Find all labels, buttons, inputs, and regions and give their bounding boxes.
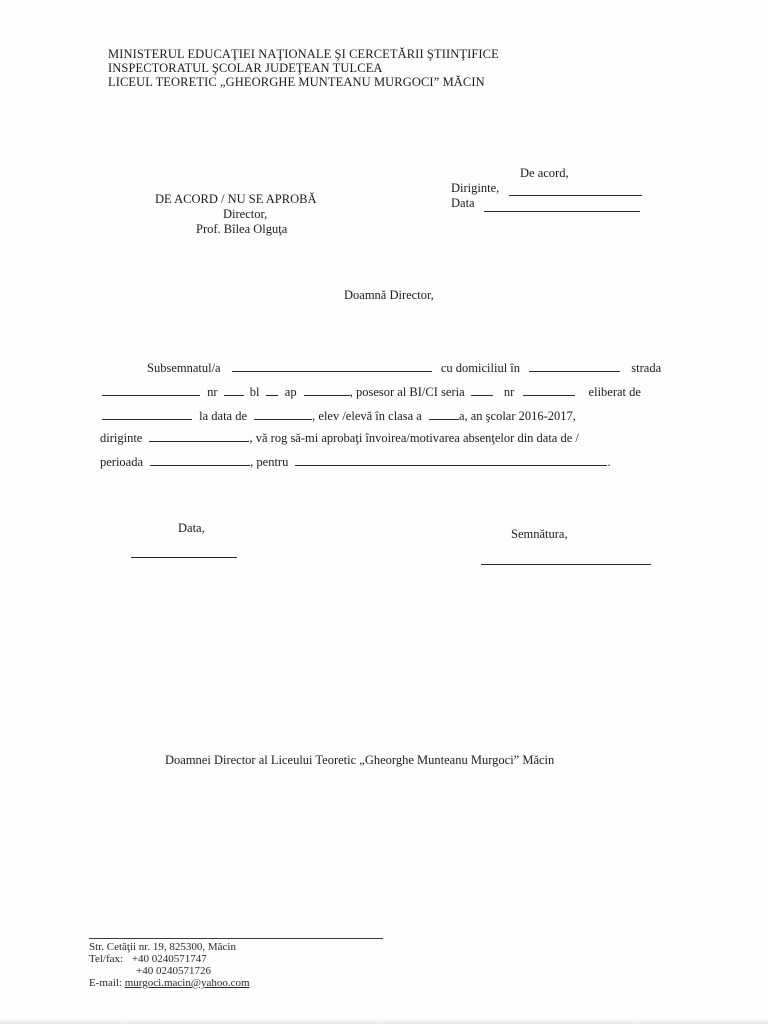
- signature-label: Semnătura,: [511, 527, 568, 541]
- scan-edge: [0, 1018, 768, 1024]
- id-number-field[interactable]: [523, 384, 575, 396]
- signature-line[interactable]: [481, 564, 651, 565]
- footer-address: Str. Cetăţii nr. 19, 825300, Măcin: [89, 941, 236, 953]
- issued-by-label: eliberat de: [588, 385, 641, 399]
- class-field[interactable]: [429, 408, 459, 420]
- number-field[interactable]: [224, 384, 244, 396]
- teacher-signature-line[interactable]: [509, 195, 642, 196]
- period-label: perioada: [100, 455, 144, 469]
- form-teacher-label: diriginte: [100, 431, 143, 445]
- salutation: Doamnă Director,: [344, 288, 434, 302]
- header-ministry: MINISTERUL EDUCAŢIEI NAŢIONALE ŞI CERCETĂRII ŞTIINŢIFICE: [108, 47, 499, 61]
- street-field[interactable]: [102, 384, 200, 396]
- residence-field[interactable]: [529, 360, 620, 372]
- id-series-label: , posesor al BI/CI seria: [349, 385, 465, 399]
- class-label: , elev /elevă în clasa a: [312, 409, 422, 423]
- id-number-label: nr: [503, 385, 515, 399]
- tel-number-1: +40 0240571747: [131, 953, 207, 965]
- end-period: .: [607, 455, 611, 469]
- teacher-agree-label: De acord,: [520, 166, 569, 180]
- request-text: , vă rog să-mi aprobaţi învoirea/motivarea absenţelor din data de /: [249, 431, 579, 445]
- footer-tel-row: [89, 953, 207, 965]
- name-label: Subsemnatul/a: [147, 361, 221, 375]
- residence-label: cu domiciliul în: [440, 361, 521, 375]
- header-school: LICEUL TEORETIC „GHEORGHE MUNTEANU MURGOCI” MĂCIN: [108, 75, 485, 89]
- school-year-label: a, an şcolar 2016-2017,: [458, 409, 576, 423]
- street-label: strada: [631, 361, 662, 375]
- addressee: Doamnei Director al Liceului Teoretic „Gheorghe Munteanu Murgoci” Măcin: [165, 753, 555, 767]
- teacher-label: Diriginte,: [451, 181, 500, 195]
- director-approval-label: DE ACORD / NU SE APROBĂ: [155, 192, 317, 206]
- body-row-1: [147, 360, 661, 376]
- date-label: Data,: [178, 521, 205, 535]
- tel-label: Tel/fax:: [89, 953, 124, 965]
- block-field[interactable]: [266, 384, 278, 396]
- apartment-field[interactable]: [304, 384, 350, 396]
- email-link[interactable]: murgoci.macin@yahoo.com: [124, 977, 250, 989]
- body-row-3: [102, 408, 576, 424]
- issue-date-label: la data de: [199, 409, 248, 423]
- director-title: Director,: [223, 207, 268, 221]
- issue-date-field[interactable]: [254, 408, 312, 420]
- teacher-date-line[interactable]: [484, 211, 640, 212]
- director-name: Prof. Bîlea Olguţa: [196, 222, 288, 236]
- issued-by-field[interactable]: [102, 408, 192, 420]
- header-inspectorate: INSPECTORATUL ŞCOLAR JUDEŢEAN TULCEA: [108, 61, 383, 75]
- number-label: nr: [207, 385, 218, 399]
- tel-number-2: +40 0240571726: [136, 965, 211, 977]
- apartment-label: ap: [284, 385, 297, 399]
- body-row-2: [102, 384, 641, 400]
- email-label: E-mail:: [89, 977, 122, 989]
- teacher-date-label: Data: [451, 196, 475, 210]
- period-field[interactable]: [150, 454, 250, 466]
- reason-field[interactable]: [295, 454, 607, 466]
- id-series-field[interactable]: [471, 384, 493, 396]
- reason-label: , pentru: [250, 455, 289, 469]
- block-label: bl: [249, 385, 260, 399]
- date-signature-line[interactable]: [131, 557, 237, 558]
- footer-email-row: [89, 977, 250, 989]
- name-field[interactable]: [232, 360, 432, 372]
- form-teacher-field[interactable]: [149, 430, 249, 442]
- footer-divider: [89, 938, 383, 939]
- body-row-5: [100, 454, 611, 470]
- body-row-4: [100, 430, 579, 446]
